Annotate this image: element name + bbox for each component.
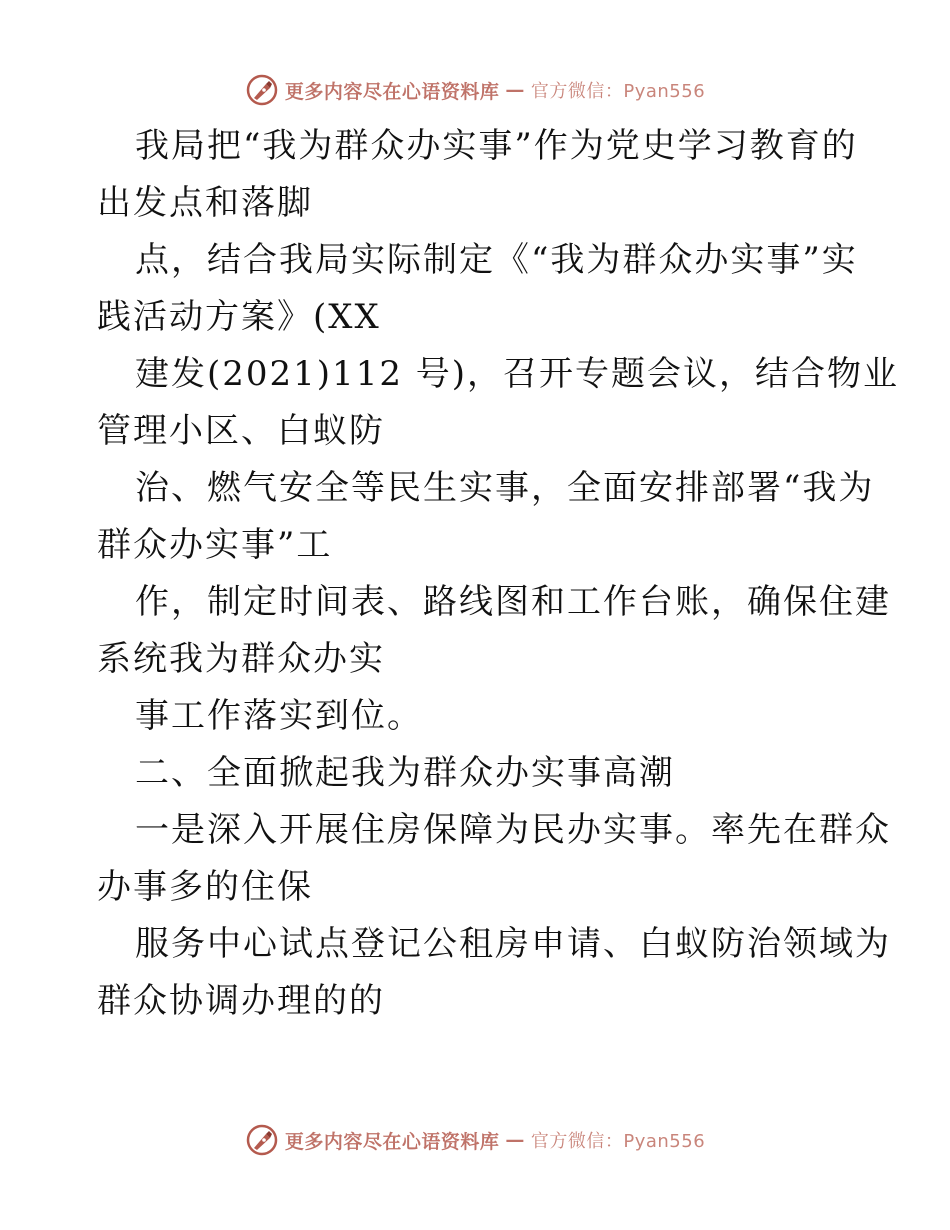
paragraph-line: 出发点和落脚 [97,183,313,223]
paragraph-line: 二、全面掀起我为群众办实事高潮 [135,753,675,793]
paragraph-line: 事工作落实到位。 [135,696,423,736]
footer-watermark [0,1120,950,1160]
paragraph-line: 作，制定时间表、路线图和工作台账，确保住建 [135,582,891,622]
watermark-text: 更多内容尽在心语资料库 [284,80,500,103]
paragraph-line: 系统我为群众办实 [97,639,385,679]
watermark-wechat: 官方微信：Pyan556 [530,81,706,102]
paragraph-line: 群众协调办理的的 [97,981,385,1021]
pen-nib-circle-icon [245,73,279,107]
paragraph-line: 服务中心试点登记公租房申请、白蚁防治领域为 [135,924,891,964]
paragraph-line: 点，结合我局实际制定《“我为群众办实事”实 [135,240,858,280]
paragraph-line: 建发(2021)112 号)，召开专题会议，结合物业 [135,354,900,394]
watermark-dash: — [505,1129,525,1151]
paragraph-line: 管理小区、白蚁防 [97,411,385,451]
paragraph-line: 践活动方案》(XX [97,297,381,337]
watermark-dash: — [505,79,525,101]
document-body [97,118,900,1030]
paragraph-line: 治、燃气安全等民生实事，全面安排部署“我为 [135,468,875,508]
paragraph-line: 群众办实事”工 [97,525,333,565]
paragraph-line: 一是深入开展住房保障为民办实事。率先在群众 [135,810,891,850]
paragraph-line: 我局把“我为群众办实事”作为党史学习教育的 [135,126,858,166]
paragraph-line: 办事多的住保 [97,867,313,907]
header-watermark [0,70,950,110]
watermark-wechat: 官方微信：Pyan556 [530,1131,706,1152]
watermark-text: 更多内容尽在心语资料库 [284,1130,500,1153]
pen-nib-circle-icon [245,1123,279,1157]
